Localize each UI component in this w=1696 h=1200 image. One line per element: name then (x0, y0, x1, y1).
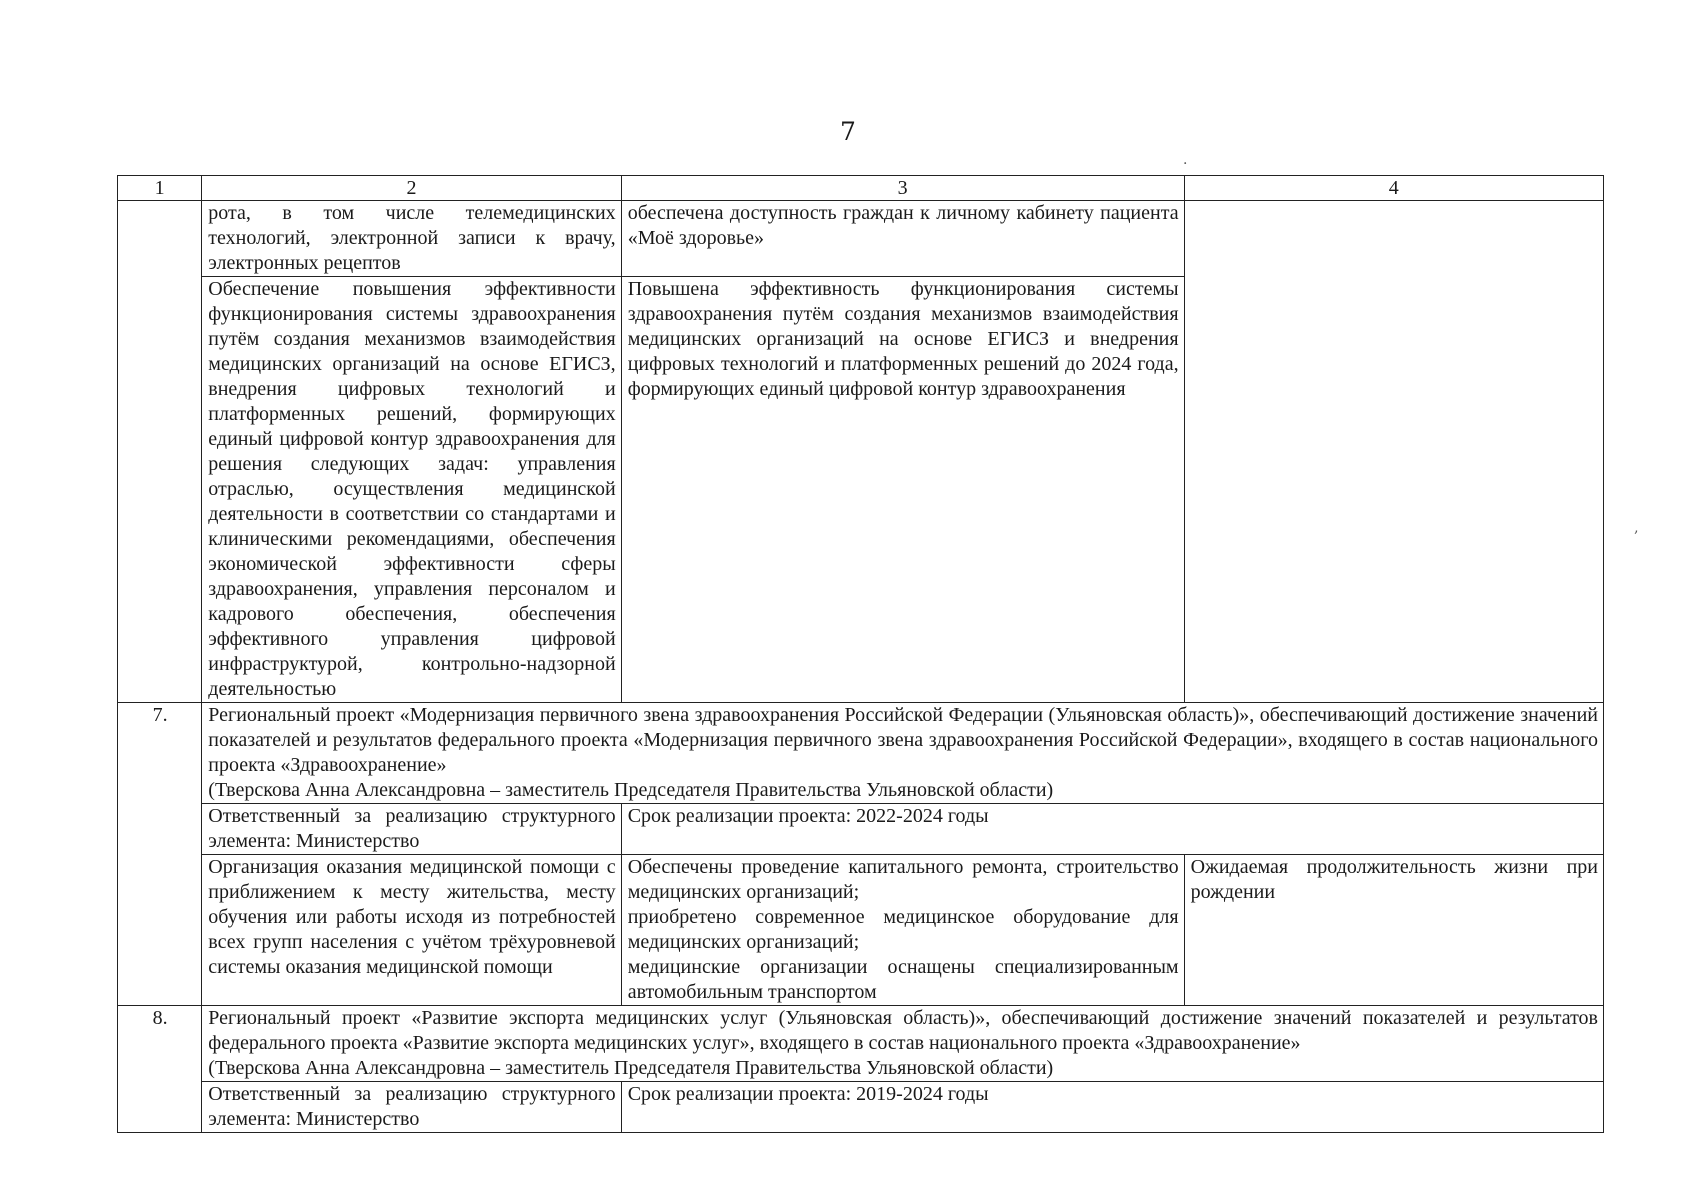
column-number-row (118, 176, 1604, 201)
table-row (118, 1082, 1604, 1133)
result-cell: обеспечена доступность граждан к личному кабинету пациента «Моё здоровье» (621, 201, 1184, 277)
section-curator: (Тверскова Анна Александровна – заместитель Председателя Правительства Ульяновской области) (208, 779, 1054, 801)
result-cell (621, 855, 1184, 1006)
responsible-cell: Ответственный за реализацию структурного элемента: Министерство (202, 804, 621, 855)
column-number-2: 2 (202, 176, 621, 201)
section-curator: (Тверскова Анна Александровна – заместитель Председателя Правительства Ульяновской области) (208, 1057, 1054, 1079)
section-number: 7. (118, 703, 202, 1006)
section-title-cell (202, 703, 1604, 804)
table-row (118, 201, 1604, 277)
section-title: Региональный проект «Модернизация первичного звена здравоохранения Российской Федерации (Ульяновская область)», обеспечивающий достижение значений показателей и результатов федерального проекта «Модернизация первичного звена здравоохранения Российской Федерации», входящего в состав национального проекта «Здравоохранение» (208, 704, 1598, 776)
result-item: медицинские организации оснащены специализированным автомобильным транспортом (627, 956, 1179, 1003)
task-cell: Обеспечение повышения эффективности функционирования системы здравоохранения путём создания механизмов взаимодействия медицинских организаций на основе ЕГИСЗ, внедрения цифровых технологий и платформенных решений, формирующих единый цифровой контур здравоохранения для решения следующих задач: управления отраслью, осуществления медицинской деятельности в соответствии со стандартами и клиническими рекомендациями, обеспечения экономической эффективности сферы здравоохранения, управления персоналом и кадрового обеспечения, обеспечения эффективного управления цифровой инфраструктурой, контрольно-надзорной деятельностью (202, 277, 621, 703)
section-header-row (118, 703, 1604, 804)
indicator-cell (1184, 201, 1603, 703)
section-title: Региональный проект «Развитие экспорта медицинских услуг (Ульяновская область)», обеспечивающий достижение значений показателей и результатов федерального проекта «Развитие экспорта медицинских услуг», входящего в состав национального проекта «Здравоохранение» (208, 1007, 1598, 1054)
section-number: 8. (118, 1006, 202, 1133)
page-number: 7 (840, 117, 856, 146)
section-title-cell (202, 1006, 1604, 1082)
section-header-row (118, 1006, 1604, 1082)
indicator-cell: Ожидаемая продолжительность жизни при рождении (1184, 855, 1603, 1006)
scan-speck: · (1183, 156, 1188, 172)
scan-speck: ‚ (1634, 520, 1639, 536)
table-row (118, 855, 1604, 1006)
column-number-3: 3 (621, 176, 1184, 201)
responsible-cell: Ответственный за реализацию структурного элемента: Министерство (202, 1082, 621, 1133)
program-table (117, 175, 1604, 1133)
result-cell: Повышена эффективность функционирования системы здравоохранения путём создания механизмов взаимодействия медицинских организаций на основе ЕГИСЗ и внедрения цифровых технологий и платформенных решений до 2024 года, формирующих единый цифровой контур здравоохранения (621, 277, 1184, 703)
column-number-1: 1 (118, 176, 202, 201)
term-cell: Срок реализации проекта: 2019-2024 годы (621, 1082, 1603, 1133)
column-number-4: 4 (1184, 176, 1603, 201)
result-item: Обеспечены проведение капитального ремонта, строительство медицинских организаций; (627, 856, 1179, 903)
task-cell: Организация оказания медицинской помощи с приближением к месту жительства, месту обучения или работы исходя из потребностей всех групп населения с учётом трёхуровневой системы оказания медицинской помощи (202, 855, 621, 1006)
task-cell: рота, в том числе телемедицинских технологий, электронной записи к врачу, электронных рецептов (202, 201, 621, 277)
term-cell: Срок реализации проекта: 2022-2024 годы (621, 804, 1603, 855)
result-item: приобретено современное медицинское оборудование для медицинских организаций; (627, 906, 1179, 953)
row-number-cell (118, 201, 202, 703)
table-row (118, 804, 1604, 855)
